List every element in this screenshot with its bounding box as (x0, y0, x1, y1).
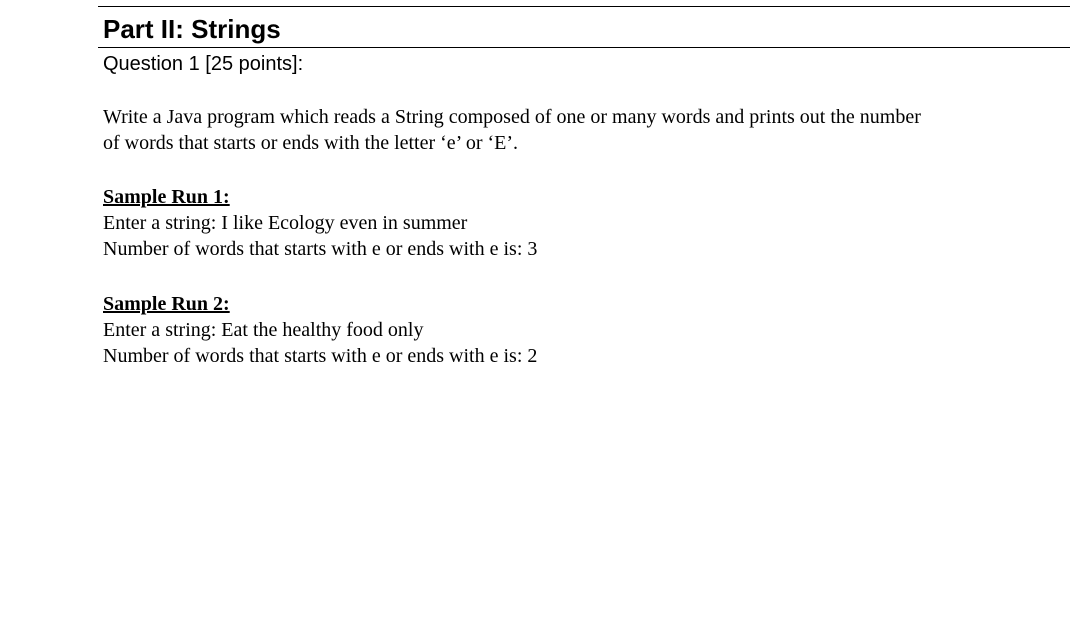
sample-run-1-input: Enter a string: I like Ecology even in summer (103, 212, 468, 234)
top-rule (98, 6, 1070, 7)
prompt-line-1: Write a Java program which reads a String composed of one or many words and prints out the number (103, 106, 921, 128)
sample-run-1-title: Sample Run 1: (103, 186, 230, 208)
question-heading: Question 1 [25 points]: (103, 53, 304, 75)
part-title: Part II: Strings (103, 14, 281, 44)
title-underline-rule (98, 47, 1070, 48)
sample-run-2-output: Number of words that starts with e or ends with e is: 2 (103, 345, 538, 367)
sample-run-2-title: Sample Run 2: (103, 293, 230, 315)
question-prompt (103, 104, 1063, 156)
sample-run-2-input: Enter a string: Eat the healthy food only (103, 319, 424, 341)
prompt-line-2: of words that starts or ends with the letter ‘e’ or ‘E’. (103, 132, 519, 154)
sample-run-1 (103, 184, 537, 262)
sample-run-2 (103, 291, 537, 369)
sample-run-1-output: Number of words that starts with e or ends with e is: 3 (103, 238, 538, 260)
